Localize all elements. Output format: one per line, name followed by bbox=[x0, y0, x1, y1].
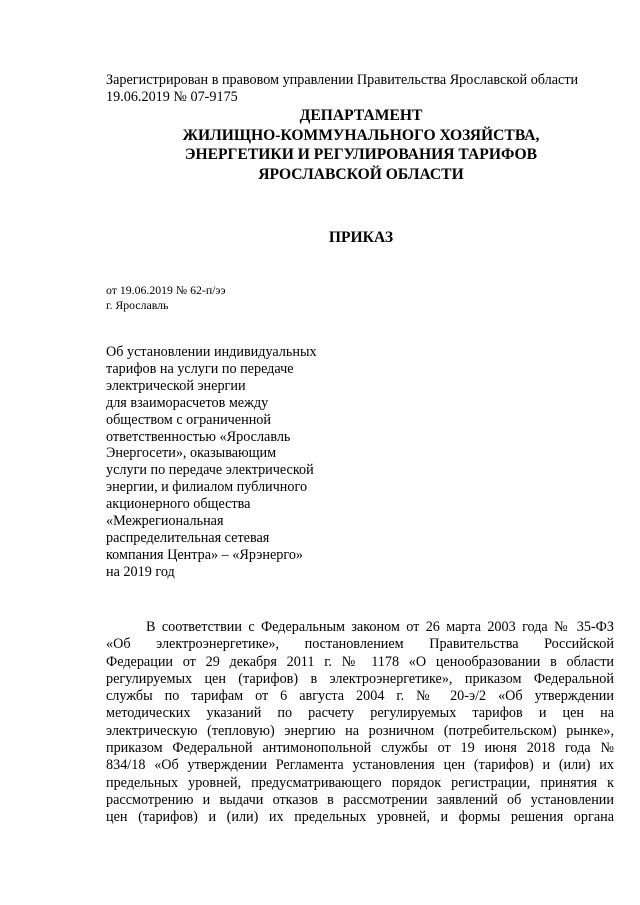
body-line: В соответствии с Федеральным законом от 26 марта 2003 года № 35-ФЗ bbox=[146, 619, 614, 635]
subject-line: тарифов на услуги по передаче bbox=[106, 360, 294, 377]
subject-line: услуги по передаче электрической bbox=[106, 462, 314, 479]
body-line: 834/18 «Об утверждении Регламента установления цен (тарифов) и (или) их bbox=[106, 757, 614, 774]
subject-line: «Межрегиональная bbox=[106, 513, 224, 530]
department-line: ДЕПАРТАМЕНТ bbox=[299, 107, 423, 124]
body-line: рассмотрению и выдачи отказов в рассмотрении заявлений об установлении bbox=[106, 791, 614, 808]
order-subject bbox=[106, 344, 346, 581]
subject-line: для взаиморасчетов между bbox=[106, 394, 269, 411]
body-line: «Об электроэнергетике», постановлением Правительства Российской bbox=[106, 636, 614, 653]
registration-note bbox=[106, 72, 616, 106]
subject-line: энергии, и филиалом публичного bbox=[106, 479, 308, 496]
order-city: г. Ярославль bbox=[106, 298, 169, 312]
body-line: предельных уровней, предусматривающего порядок регистрации, принятия к bbox=[106, 774, 614, 791]
department-line: ЖИЛИЩНО-КОММУНАЛЬНОГО ХОЗЯЙСТВА, bbox=[182, 126, 540, 144]
body-line: приказом Федеральной антимонопольной службы от 19 июня 2018 года № bbox=[106, 740, 614, 757]
order-title: ПРИКАЗ bbox=[328, 229, 394, 246]
subject-line: на 2019 год bbox=[106, 563, 175, 580]
subject-line: ответственностью «Ярославль bbox=[106, 428, 291, 445]
body-line: цен (тарифов) и (или) их предельных уровней, и формы решения органа bbox=[106, 809, 614, 826]
subject-line: распределительная сетевая bbox=[106, 529, 270, 546]
body-line: электрическую (тепловую) энергию на розничном (потребительском) рынке», bbox=[106, 722, 614, 739]
body-line: Федерации от 29 декабря 2011 г. № 1178 «О ценообразовании в области bbox=[106, 653, 614, 670]
body-line: регулируемых цен (тарифов) в электроэнергетике», приказом Федеральной bbox=[106, 670, 614, 687]
body-line: методических указаний по расчету регулируемых тарифов и цен на bbox=[106, 705, 614, 722]
department-line: ЯРОСЛАВСКОЙ ОБЛАСТИ bbox=[258, 165, 464, 183]
department-line: ЭНЕРГЕТИКИ И РЕГУЛИРОВАНИЯ ТАРИФОВ bbox=[184, 146, 538, 163]
registration-line-1: Зарегистрирован в правовом управлении Правительства Ярославской области bbox=[106, 72, 579, 88]
registration-line-2: 19.06.2019 № 07-9175 bbox=[106, 89, 238, 105]
subject-line: обществом с ограниченной bbox=[106, 411, 271, 428]
body-line: службы по тарифам от 6 августа 2004 г. № 20-э/2 «Об утверждении bbox=[106, 688, 614, 705]
subject-line: Об установлении индивидуальных bbox=[106, 344, 317, 360]
subject-line: электрической энергии bbox=[106, 377, 246, 394]
subject-line: компания Центра» – «Ярэнерго» bbox=[106, 546, 304, 563]
subject-line: Энергосети», оказывающим bbox=[106, 445, 277, 462]
department-header bbox=[106, 106, 616, 184]
order-date-number: от 19.06.2019 № 62-п/ээ bbox=[106, 283, 226, 297]
body-paragraph bbox=[106, 619, 614, 827]
order-meta bbox=[106, 283, 226, 313]
subject-line: акционерного общества bbox=[106, 496, 251, 513]
